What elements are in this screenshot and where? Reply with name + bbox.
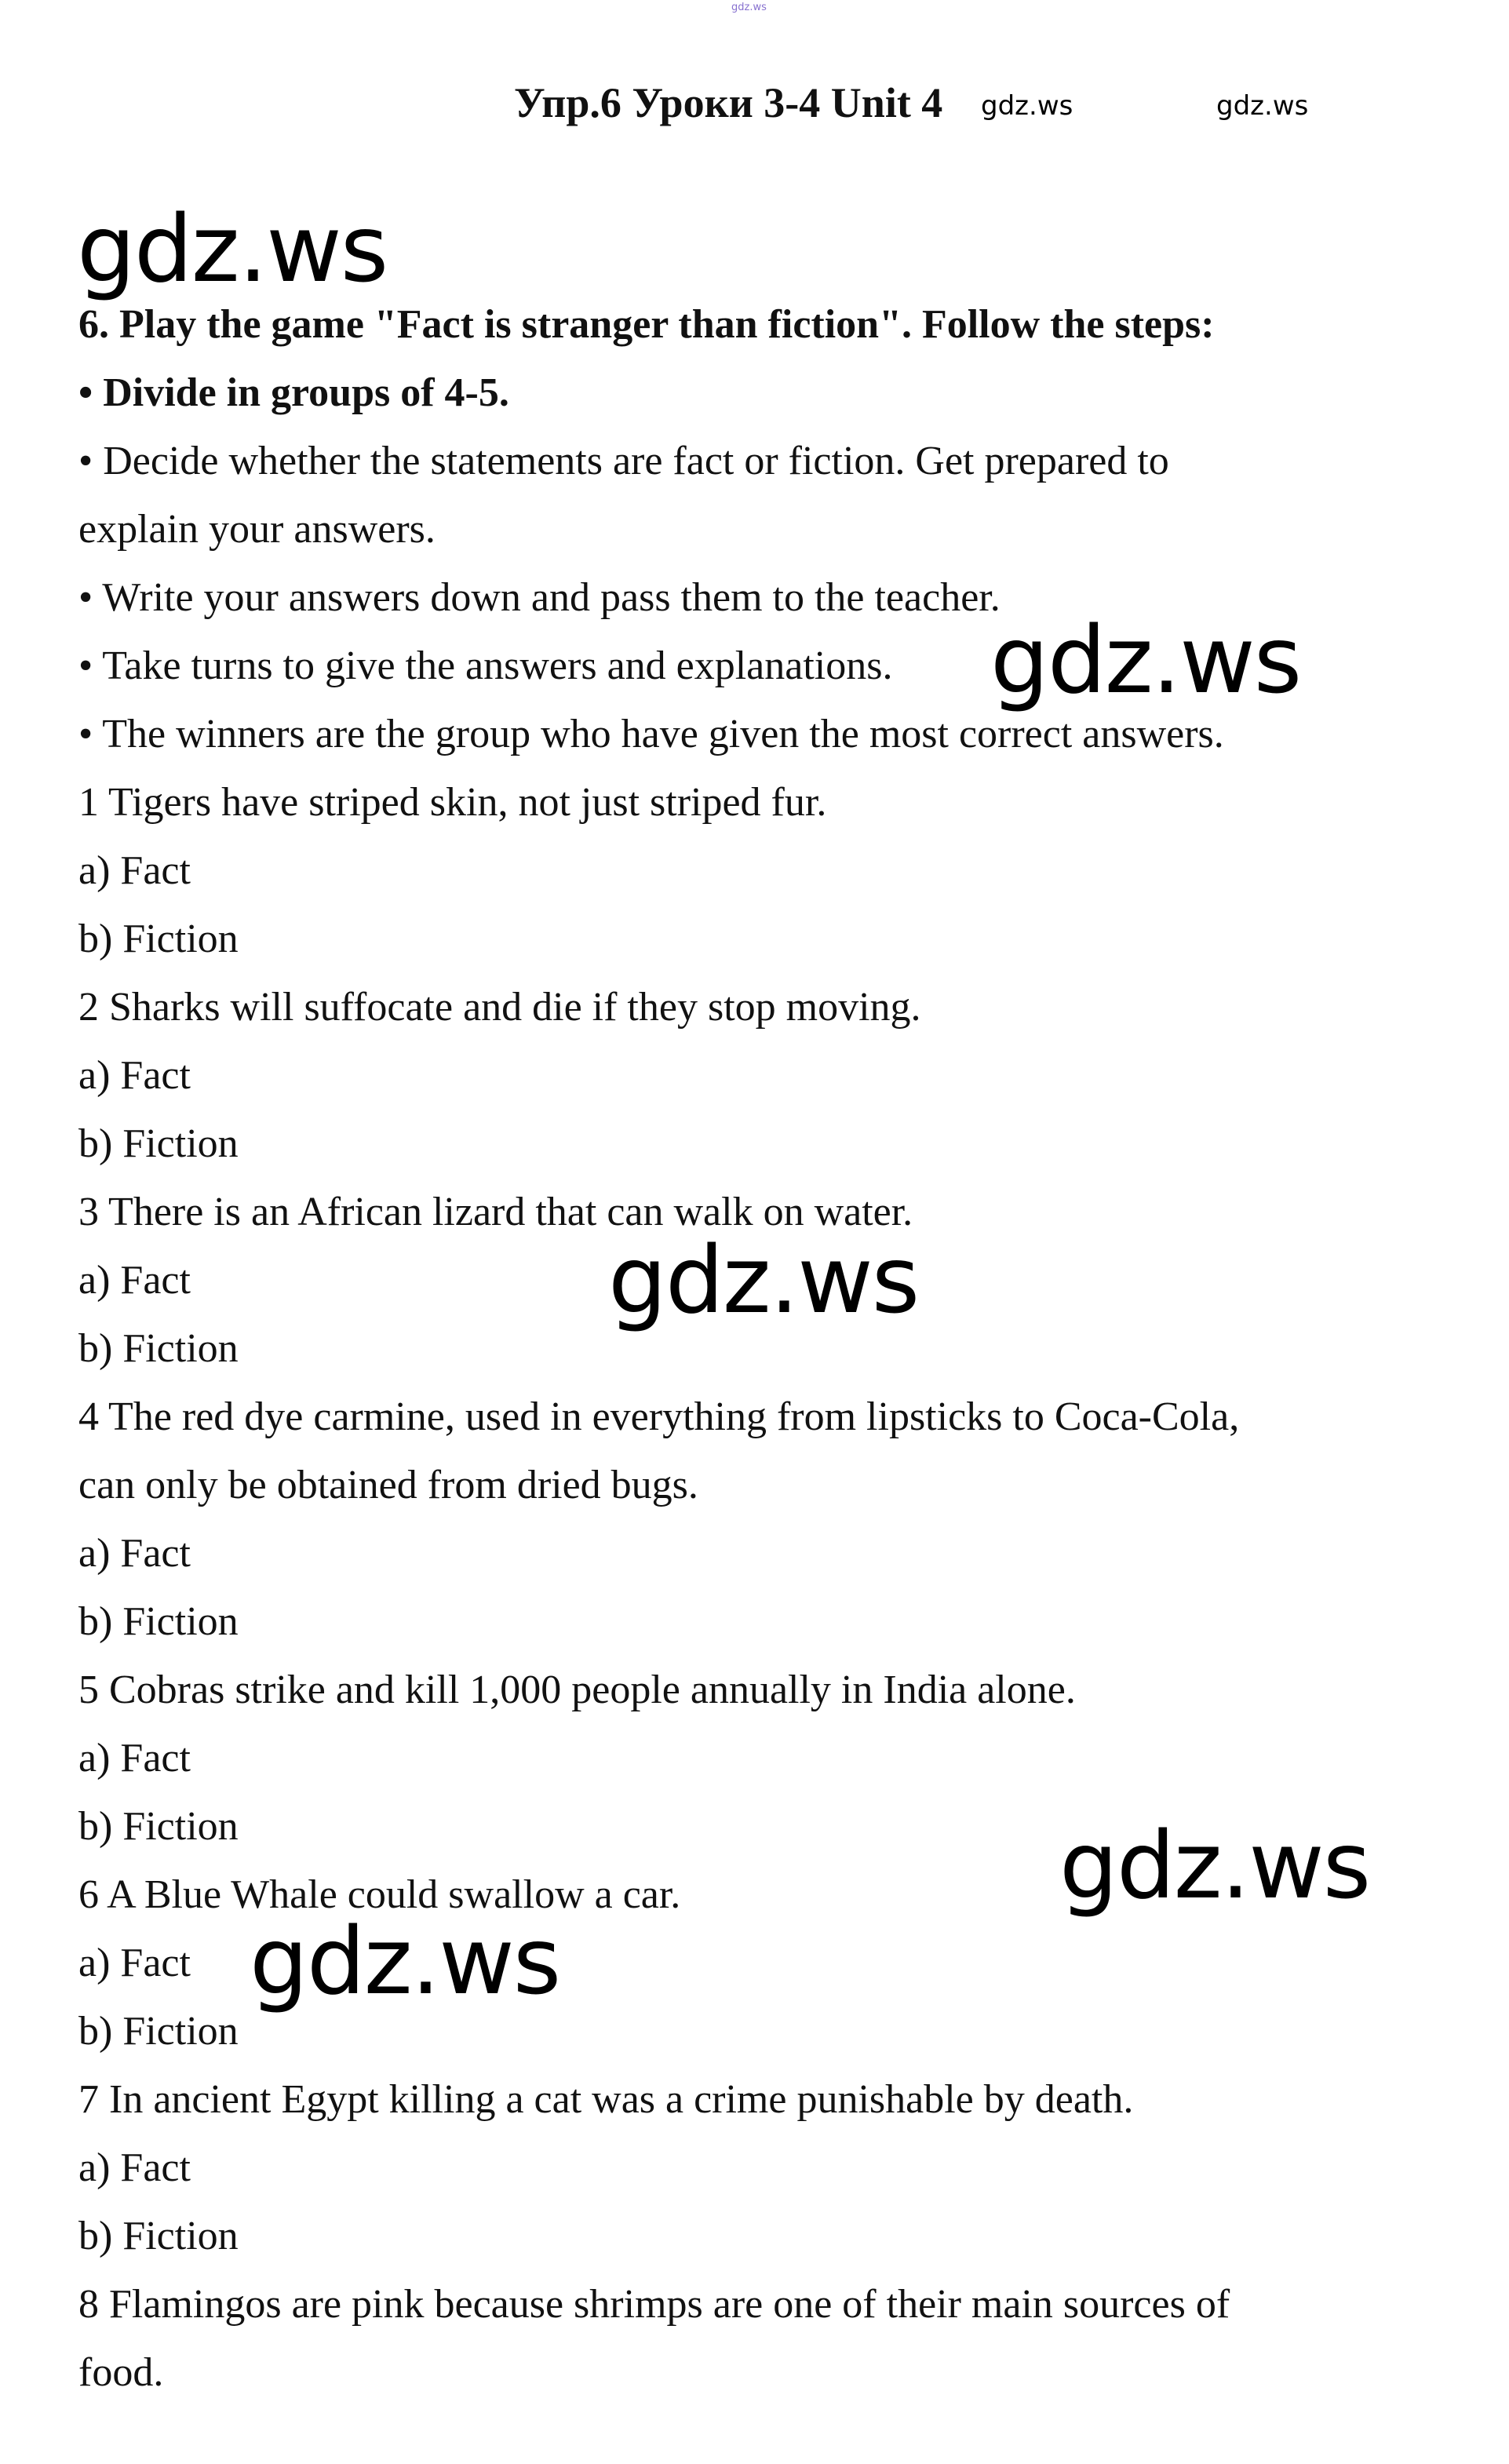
answer-option: a) Fact (78, 1941, 191, 1985)
step-line: explain your answers. (78, 507, 436, 552)
tiny-watermark: gdz.ws (731, 2, 767, 13)
question-text: can only be obtained from dried bugs. (78, 1463, 698, 1507)
watermark-a: gdz.ws (990, 606, 1301, 714)
answer-option: a) Fact (78, 1053, 191, 1098)
answer-option: b) Fiction (78, 1804, 239, 1849)
watermark-c: gdz.ws (1059, 1811, 1370, 1919)
step-line: • Write your answers down and pass them to the teacher. (78, 575, 1001, 620)
answer-option: b) Fiction (78, 917, 239, 961)
step-line: • Decide whether the statements are fact or fiction. Get prepared to (78, 439, 1169, 483)
watermark-top: gdz.ws (77, 195, 388, 303)
answer-option: b) Fiction (78, 2214, 239, 2258)
answer-option: a) Fact (78, 1736, 191, 1781)
question-text: 5 Cobras strike and kill 1,000 people annually in India alone. (78, 1668, 1076, 1712)
question-text: 7 In ancient Egypt killing a cat was a crime punishable by death. (78, 2077, 1134, 2122)
answer-option: a) Fact (78, 2145, 191, 2190)
watermark-d: gdz.ws (250, 1907, 560, 2015)
watermark-b: gdz.ws (608, 1226, 919, 1334)
question-text: 1 Tigers have striped skin, not just striped fur. (78, 780, 827, 825)
answer-option: a) Fact (78, 848, 191, 893)
step-line: • Divide in groups of 4-5. (78, 370, 509, 415)
answer-option: a) Fact (78, 1531, 191, 1576)
title-watermark: gdz.ws (981, 90, 1073, 122)
task-heading: 6. Play the game "Fact is stranger than fiction". Follow the steps: (78, 302, 1215, 347)
question-text: 3 There is an African lizard that can walk on water. (78, 1190, 913, 1234)
question-text: 8 Flamingos are pink because shrimps are one of their main sources of (78, 2282, 1230, 2327)
step-line: • Take turns to give the answers and explanations. (78, 643, 893, 688)
question-text: 2 Sharks will suffocate and die if they stop moving. (78, 985, 921, 1030)
answer-option: b) Fiction (78, 2009, 239, 2054)
page-title: Упр.6 Уроки 3-4 Unit 4 (514, 79, 943, 126)
answer-option: b) Fiction (78, 1599, 239, 1644)
answer-option: b) Fiction (78, 1326, 239, 1371)
answer-option: a) Fact (78, 1258, 191, 1303)
question-text: 6 A Blue Whale could swallow a car. (78, 1872, 681, 1917)
corner-watermark: gdz.ws (1216, 90, 1309, 122)
answer-option: b) Fiction (78, 1121, 239, 1166)
question-text: 4 The red dye carmine, used in everything from lipsticks to Coca-Cola, (78, 1394, 1240, 1439)
step-line: • The winners are the group who have given the most correct answers. (78, 712, 1224, 756)
question-text: food. (78, 2350, 164, 2395)
